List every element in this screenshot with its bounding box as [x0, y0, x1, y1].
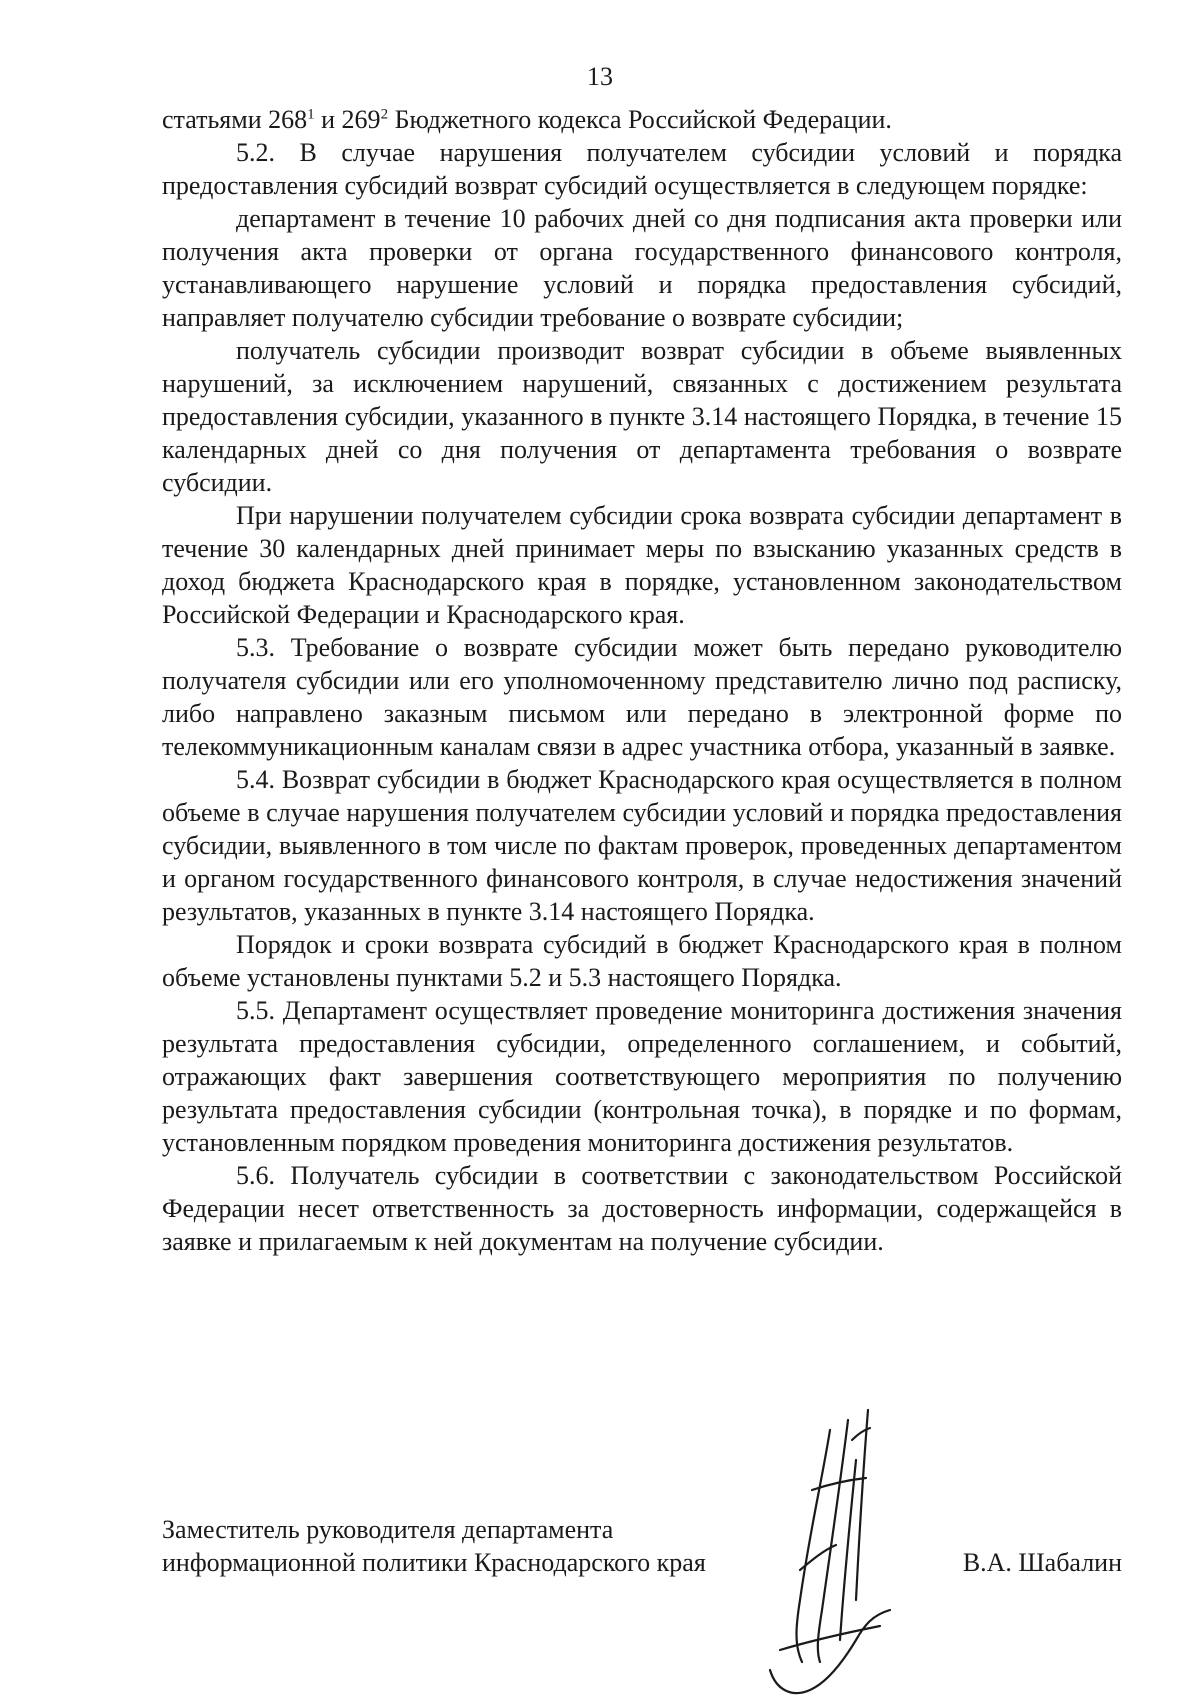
paragraph-return-procedure: Порядок и сроки возврата субсидий в бюджет Краснодарского края в полном объеме установлены пунктами 5.2 и 5.3 настоящего Порядка.: [162, 930, 1122, 992]
paragraph-5-5: 5.5. Департамент осуществляет проведение мониторинга достижения значения результата предоставления субсидии, определенного соглашением, и событий, отражающих факт завершения соответствующего мероприятия по получению результата предоставления субсидии (контрольная точка), в порядке и по формам, установленным порядком проведения мониторинга достижения результатов.: [162, 996, 1122, 1157]
signature-block: [162, 1513, 1122, 1579]
text-fragment: и 269: [314, 105, 381, 134]
paragraph-return-deadline-violation: При нарушении получателем субсидии срока возврата субсидии департамент в течение 30 календарных дней принимает меры по взысканию указанных средств в доход бюджета Краснодарского края в порядке, установленном законодательством Российской Федерации и Краснодарского края.: [162, 501, 1122, 629]
page-number: 13: [587, 62, 613, 91]
paragraph-department-demand: департамент в течение 10 рабочих дней со дня подписания акта проверки или получения акта проверки от органа государственного финансового контроля, устанавливающего нарушение условий и порядка предоставления субсидий, направляет получателю субсидии требование о возврате субсидии;: [162, 204, 1122, 332]
text-fragment: статьями 268: [162, 105, 308, 134]
superscript: 2: [380, 106, 389, 123]
paragraph-budget-code-reference: [162, 103, 1122, 136]
handwritten-signature: [760, 1400, 960, 1700]
signatory-position-line-2: информационной политики Краснодарского края: [162, 1548, 706, 1577]
signatory-name: В.А. Шабалин: [962, 1548, 1122, 1577]
superscript: 1: [307, 106, 315, 123]
signatory-position-line-1: Заместитель руководителя департамента: [162, 1515, 614, 1544]
paragraph-5-2: 5.2. В случае нарушения получателем субсидии условий и порядка предоставления субсидий возврат субсидий осуществляется в следующем порядке:: [162, 138, 1122, 200]
paragraph-5-3: 5.3. Требование о возврате субсидии может быть передано руководителю получателя субсидии или его уполномоченному представителю лично под расписку, либо направлено заказным письмом или передано в электронной форме по телекоммуникационным каналам связи в адрес участника отбора, указанный в заявке.: [162, 633, 1122, 761]
paragraph-5-4: 5.4. Возврат субсидии в бюджет Краснодарского края осуществляется в полном объеме в случае нарушения получателем субсидии условий и порядка предоставления субсидии, выявленного в том числе по фактам проверок, проведенных департаментом и органом государственного финансового контроля, в случае недостижения значений результатов, указанных в пункте 3.14 настоящего Порядка.: [162, 765, 1122, 926]
paragraph-recipient-return: получатель субсидии производит возврат субсидии в объеме выявленных нарушений, за исключением нарушений, связанных с достижением результата предоставления субсидии, указанного в пункте 3.14 настоящего Порядка, в течение 15 календарных дней со дня получения от департамента требования о возврате субсидии.: [162, 336, 1122, 497]
document-body: [162, 103, 1122, 1258]
paragraph-5-6: 5.6. Получатель субсидии в соответствии с законодательством Российской Федерации несет ответственность за достоверность информации, содержащейся в заявке и прилагаемым к ней документам на получение субсидии.: [162, 1161, 1122, 1256]
text-fragment: Бюджетного кодекса Российской Федерации.: [388, 105, 892, 134]
